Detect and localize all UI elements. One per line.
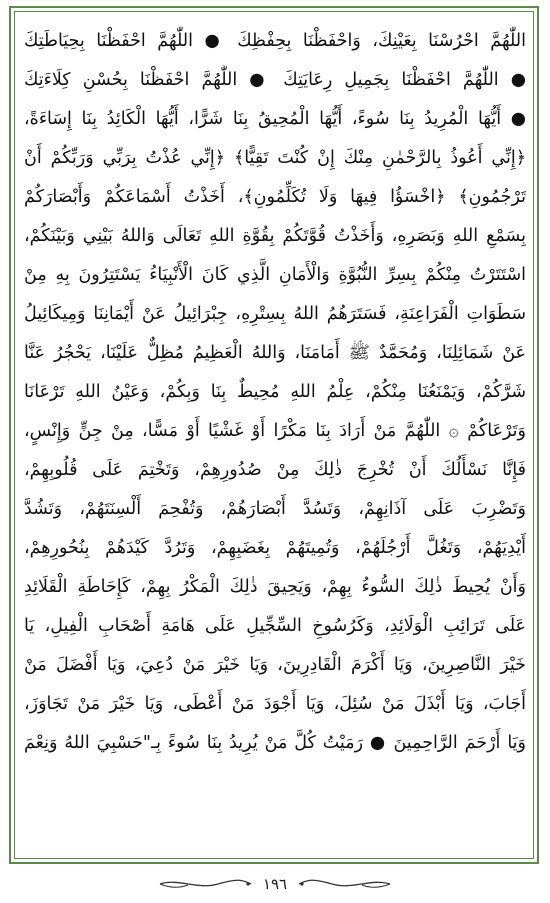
page-number: ١٩٦ [262, 875, 288, 893]
text-line: سَطَوَاتِ الْفَرَاعِنَةِ، فَسَتَرَهُمُ اللهُ بِسِتْرِهِ، جِبْرَائِيلُ عَنْ أَيْمَانِنَا وَمِيكَائِيلُ [24, 304, 526, 324]
text-line: خَيْرَ النَّاصِرِينَ، وَيَا أَكْرَمَ الْقَادِرِينَ، وَيَا خَيْرَ مَنْ دُعِيَ، وَيَا أَفْضَلَ مَنْ [24, 655, 526, 675]
flourish-right-icon [297, 877, 392, 891]
text-line: وَأَنْ يُحِيطَ ذٰلِكَ السُّوءُ بِهِمْ، وَيَحِيقَ ذٰلِكَ الْمَكْرُ بِهِمْ، كَإِحَاطَةِ الْقَلَائِدِ [24, 577, 526, 597]
text-line: ● اللّٰهُمَّ احْفَظْنَا بِجَمِيلِ رِعَايَتِكَ ● اللّٰهُمَّ احْفَظْنَا بِحُسْنِ كِلَاءَتِكَ [24, 70, 526, 90]
text-line: وَتَرْعَاكُمْ ۞ اللّٰهُمَّ مَنْ أَرَادَ بِنَا مَكْرًا أَوْ غَشْيًا أَوْ مَسًّا، مِنْ جِنٍّ وَإِنْسٍ، [24, 421, 526, 441]
text-line: أَجَابَ، وَيَا أَبْذَلَ مَنْ سُئِلَ، وَيَا أَجْوَدَ مَنْ أَعْطَى، وَيَا خَيْرَ مَنْ تَجَاوَزَ، [24, 694, 526, 714]
text-line: فَإِنَّا نَسْأَلُكَ أَنْ تُخْرِجَ ذٰلِكَ مِنْ صُدُورِهِمْ، وَتَخْتِمَ عَلَى قُلُوبِهِمْ، [24, 460, 526, 480]
text-line: ﴿إِنِّي أَعُوذُ بِالرَّحْمٰنِ مِنْكَ إِنْ كُنْتَ تَقِيًّا﴾ ﴿إِنِّي عُذْتُ بِرَبِّي وَرَبِّكُمْ أَنْ [24, 148, 526, 168]
flourish-left-icon [158, 877, 253, 891]
text-line: عَلَى تَرَائِبِ الْوَلَائِدِ، وَكَرُسُوخِ السِّجِّيلِ عَلَى هَامَةِ أَصْحَابِ الْفِيلِ، يَا [24, 616, 526, 636]
text-line: وَتَضْرِبَ عَلَى آذَانِهِمْ، وَتَسُدَّ أَبْصَارَهُمْ، وَتُفْحِمَ أَلْسِنَتَهُمْ، وَتَشُدَّ [24, 499, 526, 519]
text-line: ● أَيُّهَا الْمُرِيدُ بِنَا سُوءً، أَيُّهَا الْمُحِيقُ بِنَا شَرًّا، أَيُّهَا الْكَائِدُ بِنَا إِسَاءَةً، [24, 109, 526, 129]
page-footer [0, 870, 550, 898]
text-line: بِسَمْعِ اللهِ وَبَصَرِهِ، وَأَخَذْتُ قُوَّتَكُمْ بِقُوَّةِ اللهِ تَعَالَى وَاللهُ بَيْنِي وَبَيْنَكُمْ، [24, 226, 526, 246]
text-line: شَرَّكُمْ، وَيَمْنَعُنَا مِنْكُمْ، عِلْمُ اللهِ مُحِيطٌ بِنَا وَبِكُمْ، وَعَيْنُ اللهِ تَرْعَانَا [24, 382, 526, 402]
text-line: عَنْ شَمَائِلِنَا، وَمُحَمَّدٌ ﷺ أَمَامَنَا، وَاللهُ الْعَظِيمُ مُظِلٌّ عَلَيْنَا، يَحْجُرُ عَنَّا [24, 343, 526, 363]
text-line: اسْتَتَرْتُ مِنْكُمْ بِسِرِّ النُّبُوَّةِ وَالْأَمَانِ الَّذِي كَانَ الْأَنْبِيَاءُ يَسْتَتِرُونَ بِهِ مِنْ [24, 265, 526, 285]
text-line: تَرْجُمُونِ﴾ ﴿اخْسَؤُا فِيهَا وَلَا تُكَلِّمُونِ﴾، أَخَذْتُ أَسْمَاعَكُمْ وَأَبْصَارَكُمْ [24, 187, 526, 207]
text-line: اللّٰهُمَّ احْرُسْنَا بِعَيْنِكَ، وَاحْفَظْنَا بِحِفْظِكَ ● اللّٰهُمَّ احْفَظْنَا بِحِيَاطَتِكَ [24, 31, 526, 51]
text-line: أَيْدِيَهُمْ، وَتَغُلَّ أَرْجُلَهُمْ، وَتُمِيتَهُمْ بِغَضَبِهِمْ، وَتَرُدَّ كَيْدَهُمْ بِنُحُورِهِمْ، [24, 538, 526, 558]
prayer-text-block [24, 22, 526, 858]
text-line: وَيَا أَرْحَمَ الرَّاحِمِينَ ● رَمَيْتُ كُلَّ مَنْ يُرِيدُ بِنَا سُوءً بِـ"حَسْبِيَ اللهُ وَنِعْمَ [24, 733, 526, 753]
